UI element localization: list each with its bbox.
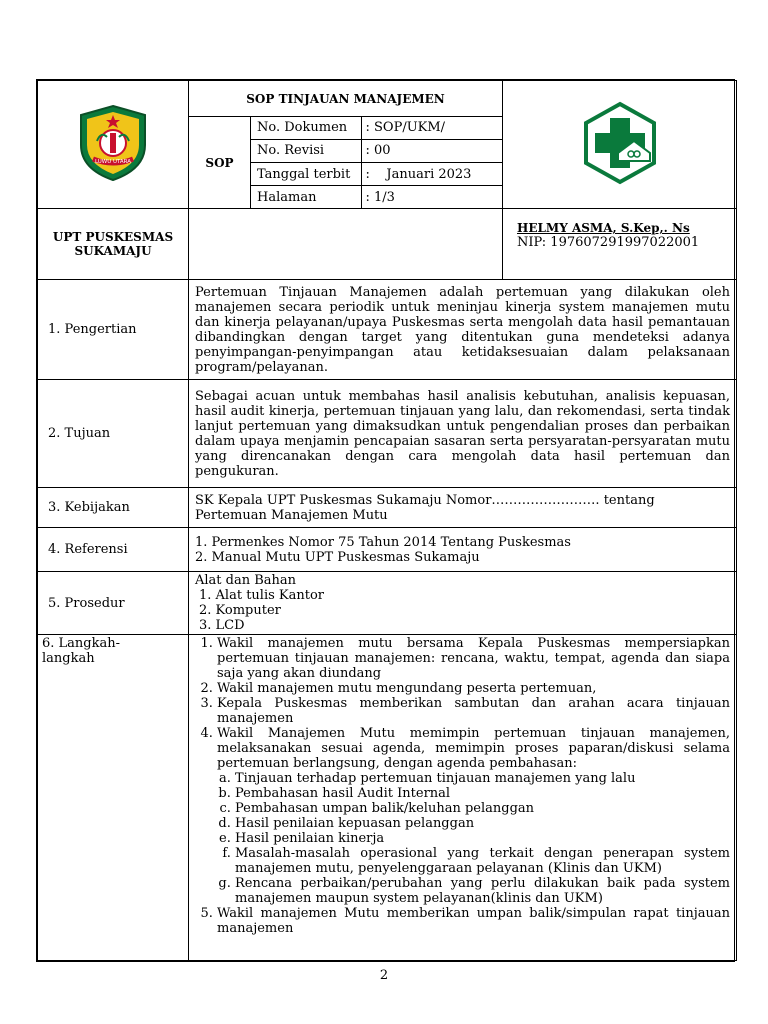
document-meta-cell xyxy=(251,117,503,209)
agenda-item: a. Tinjauan terhadap pertemuan tinjauan manajemen yang lalu xyxy=(235,771,730,786)
agenda-item: f. Masalah-masalah operasional yang terkait dengan penerapan system manajemen mutu, penyelenggaraan pelayanan (Klinis dan UKM) xyxy=(235,846,730,876)
langkah-step: 3. Kepala Puskesmas memberikan sambutan dan arahan acara tinjauan manajemen xyxy=(217,696,730,726)
section-text-pengertian: Pertemuan Tinjauan Manajemen adalah pertemuan yang dilakukan oleh manajemen secara periodik untuk meninjau kinerja system manajemen mutu dan kinerja pelayanan/upaya Puskesmas serta mengolah data hasil pemantauan dibandingkan dengan target yang ditentukan guna mendeteksi adanya penyimpangan-penyimpangan atau ketidaksesuaian dalam pelaksanaan program/pelayanan. xyxy=(189,280,737,380)
langkah-step-agenda xyxy=(217,726,730,906)
signer-nip: NIP: 197607291997022001 xyxy=(517,235,700,250)
puskesmas-logo-icon xyxy=(578,101,662,185)
document-meta-table xyxy=(251,117,502,208)
langkah-steps xyxy=(195,636,730,936)
section-prosedur-list xyxy=(189,572,737,635)
langkah-step-text: Wakil Manajemen Mutu memimpin pertemuan tinjauan manajemen, melaksanakan sesuai agenda, memimpin proses paparan/diskusi selama pertemuan berlangsung, dengan agenda pembahasan: xyxy=(217,726,730,771)
blank-cell xyxy=(189,209,503,280)
sop-document xyxy=(36,79,735,962)
prosedur-item: 1. Alat tulis Kantor xyxy=(199,588,325,603)
meta-label: No. Revisi xyxy=(251,139,361,162)
langkah-step: 1. Wakil manajemen mutu bersama Kepala Puskesmas mempersiapkan pertemuan tinjauan manajemen: rencana, waktu, tempat, agenda dan siapa saja yang akan diundang xyxy=(217,636,730,681)
referensi-item: 2. Manual Mutu UPT Puskesmas Sukamaju xyxy=(195,549,480,565)
agenda-item: g. Rencana perbaikan/perubahan yang perlu dilakukan baik pada system manajemen maupun system pelayanan(klinis dan UKM) xyxy=(235,876,730,906)
sop-table xyxy=(37,80,737,961)
regency-emblem-icon xyxy=(75,103,151,183)
meta-value: : 00 xyxy=(361,139,502,162)
section-label-referensi: 4. Referensi xyxy=(38,528,189,572)
prosedur-item: 3. LCD xyxy=(199,618,245,633)
meta-label: Halaman xyxy=(251,186,361,208)
meta-label: No. Dokumen xyxy=(251,117,361,139)
unit-name-line2: SUKAMAJU xyxy=(74,244,152,258)
section-label-prosedur: 5. Prosedur xyxy=(38,572,189,635)
agenda-list xyxy=(217,771,730,906)
langkah-label-text: 6. Langkah-langkah xyxy=(42,636,121,666)
section-text-kebijakan: SK Kepala UPT Puskesmas Sukamaju Nomor……………………. tentang Pertemuan Manajemen Mutu xyxy=(189,488,737,528)
langkah-step: 2. Wakil manajemen mutu mengundang peserta pertemuan, xyxy=(217,681,730,696)
meta-label: Tanggal terbit xyxy=(251,162,361,185)
section-label-langkah xyxy=(38,635,189,961)
unit-name-line1: UPT PUSKESMAS xyxy=(52,230,174,244)
agenda-item: b. Pembahasan hasil Audit Internal xyxy=(235,786,730,801)
page-number: 2 xyxy=(379,968,389,983)
agenda-item: e. Hasil penilaian kinerja xyxy=(235,831,730,846)
sop-title: SOP TINJAUAN MANAJEMEN xyxy=(189,81,503,117)
prosedur-item: 2. Komputer xyxy=(199,603,281,618)
puskesmas-logo-cell xyxy=(503,81,737,209)
meta-value: : SOP/UKM/ xyxy=(361,117,502,139)
meta-value: : Januari 2023 xyxy=(361,162,502,185)
signer-name: HELMY ASMA, S.Kep,. Ns xyxy=(517,221,690,235)
referensi-item: 1. Permenkes Nomor 75 Tahun 2014 Tentang Puskesmas xyxy=(195,534,571,550)
agenda-item: d. Hasil penilaian kepuasan pelanggan xyxy=(235,816,730,831)
regency-logo-cell xyxy=(38,81,189,209)
emblem-text: LUWU UTARA xyxy=(94,158,132,165)
agenda-item: c. Pembahasan umpan balik/keluhan pelanggan xyxy=(235,801,730,816)
prosedur-heading: Alat dan Bahan xyxy=(195,573,297,588)
section-referensi-list xyxy=(189,528,737,572)
langkah-step: 5. Wakil manajemen Mutu memberikan umpan balik/simpulan rapat tinjauan manajemen xyxy=(217,906,730,936)
section-text-tujuan: Sebagai acuan untuk membahas hasil analisis kebutuhan, analisis kepuasan, hasil audit kinerja, pertemuan tinjauan yang lalu, dan rekomendasi, serta tindak lanjut pertemuan yang dimaksudkan untuk pengendalian proses dan perbaikan dalam upaya menjamin pencapaian sasaran serta persyaratan-persyaratan mutu yang direncanakan dengan cara mengolah data hasil pertemuan dan pengukuran. xyxy=(189,380,737,488)
signature-cell xyxy=(503,209,737,280)
section-label-kebijakan: 3. Kebijakan xyxy=(38,488,189,528)
meta-value: : 1/3 xyxy=(361,186,502,208)
section-langkah-list xyxy=(189,635,737,961)
section-label-tujuan: 2. Tujuan xyxy=(38,380,189,488)
unit-name-cell xyxy=(38,209,189,280)
section-label-pengertian: 1. Pengertian xyxy=(38,280,189,380)
sop-label: SOP xyxy=(189,117,251,209)
